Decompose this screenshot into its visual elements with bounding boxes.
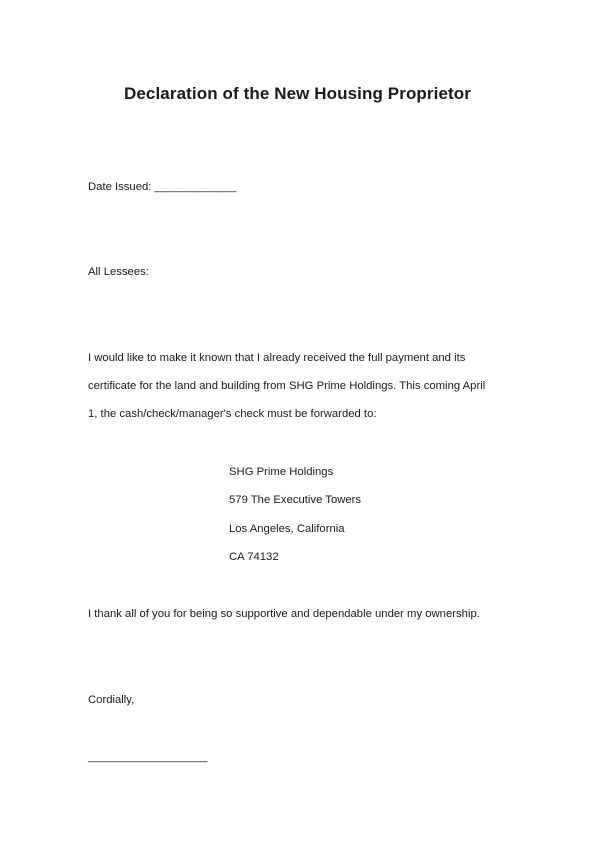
- body-line-2: certificate for the land and building from SHG Prime Holdings. This coming April: [88, 380, 486, 392]
- address-line-street: 579 The Executive Towers: [229, 494, 362, 506]
- body-line-3: 1, the cash/check/manager's check must be forwarded to:: [88, 408, 377, 420]
- date-issued-line: Date Issued: _____________: [88, 181, 237, 193]
- closing: Cordially,: [88, 694, 135, 706]
- address-line-zip: CA 74132: [229, 551, 279, 563]
- body-line-1: I would like to make it known that I already received the full payment and its: [88, 352, 466, 364]
- address-line-company: SHG Prime Holdings: [229, 466, 334, 478]
- salutation: All Lessees:: [88, 266, 149, 278]
- address-line-city: Los Angeles, California: [229, 523, 345, 535]
- document-title: Declaration of the New Housing Proprietor: [124, 84, 471, 103]
- thanks-line: I thank all of you for being so supportive and dependable under my ownership.: [88, 608, 480, 620]
- signature-line: ___________________: [88, 751, 208, 763]
